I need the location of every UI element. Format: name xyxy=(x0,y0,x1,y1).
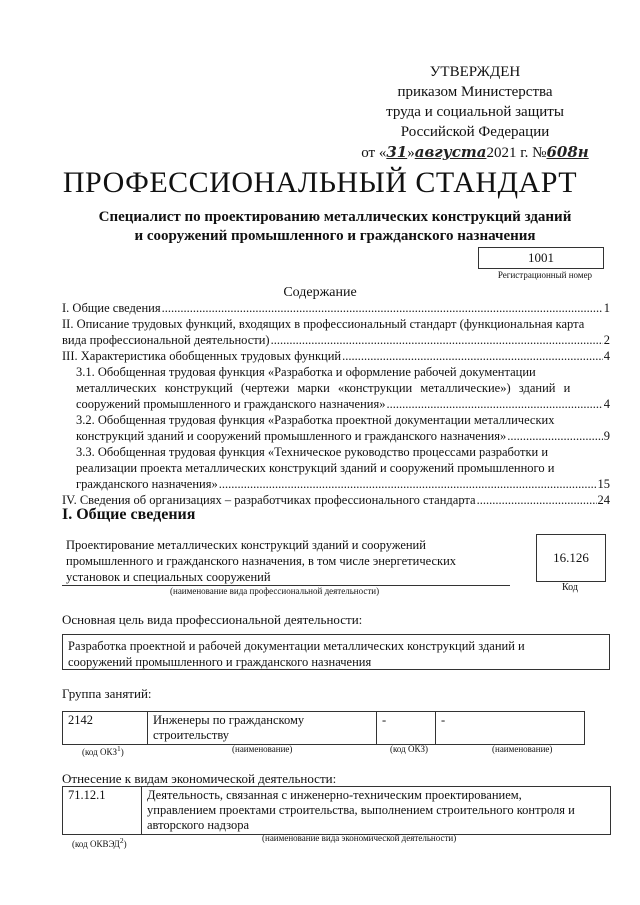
table-row xyxy=(63,787,611,835)
order-year: 2021 г. № xyxy=(486,145,547,161)
toc-entry-iv[interactable]: IV. Сведения об организациях – разработчиках профессионального стандарта ..... 24 xyxy=(62,492,610,508)
okz-code-2: - xyxy=(377,712,436,745)
goal-box: Разработка проектной и рабочей документации металлических конструкций зданий и сооружений промышленного и гражданского назначения xyxy=(62,634,610,670)
toc-entry-ii[interactable]: II. Описание трудовых функций, входящих в профессиональный стандарт (функциональная карта xyxy=(62,317,585,331)
okz-code-2-caption: (код ОКЗ) xyxy=(390,744,428,754)
okved-description-caption: (наименование вида экономической деятельности) xyxy=(262,833,457,843)
approval-line: приказом Министерства xyxy=(397,84,553,100)
document-title: ПРОФЕССИОНАЛЬНЫЙ СТАНДАРТ xyxy=(62,166,578,199)
okved-description: Деятельность, связанная с инженерно-техническим проектированием, управлением проектами строительства, выполнением строительного контроля и авторского надзора xyxy=(142,787,611,835)
table-row xyxy=(63,712,585,745)
toc-entry-ii-end[interactable]: вида профессиональной деятельности) ..... 2 xyxy=(62,332,610,348)
document-subtitle xyxy=(60,208,610,246)
occupation-group-table xyxy=(62,711,585,745)
activity-code-caption: Код xyxy=(562,582,578,593)
subtitle-line: Специалист по проектированию металлических конструкций зданий xyxy=(98,209,572,225)
toc-entry-3-2[interactable]: 3.2. Обобщенная трудовая функция «Разработка проектной документации металлических конструкций зданий и сооружений промышленного и гражданского назначения» ..... 9 xyxy=(62,412,610,444)
approval-block xyxy=(350,62,600,163)
registration-label: Регистрационный номер xyxy=(497,270,593,280)
okz-name-2-caption: (наименование) xyxy=(492,744,553,754)
okved-code-caption: (код ОКВЭД$^2$) xyxy=(72,836,127,849)
order-date-line xyxy=(350,142,600,163)
okz-code: 2142 xyxy=(63,712,148,745)
goal-label: Основная цель вида профессиональной деятельности: xyxy=(62,612,363,627)
order-prefix: от « xyxy=(361,145,387,161)
activity-code: 16.126 xyxy=(536,534,606,582)
toc-entry-3-1[interactable]: 3.1. Обобщенная трудовая функция «Разработка и оформление рабочей документации металлических конструкций (чертежи марки «конструкции металлические») зданий и сооружений промышленного и гражданского назначения» ..... 4 xyxy=(62,364,610,412)
approval-line: Российской Федерации xyxy=(400,124,550,140)
okved-code: 71.12.1 xyxy=(63,787,142,835)
approval-heading: УТВЕРЖДЕН xyxy=(429,64,521,80)
okz-name-caption: (наименование) xyxy=(232,744,293,754)
toc-entry-3-3[interactable]: 3.3. Обобщенная трудовая функция «Техническое руководство процессами разработки и реализации проекта металлических конструкций зданий и сооружений промышленного и гражданского назначения» ..... 15 xyxy=(62,444,610,492)
okz-code-caption: (код ОКЗ$^1$) xyxy=(82,744,124,757)
occupation-group-label: Группа занятий: xyxy=(62,686,152,701)
approval-line: труда и социальной защиты xyxy=(386,104,564,120)
activity-kind: Проектирование металлических конструкций зданий и сооружений промышленного и гражданского назначения, в том числе энергетических установок и специальных сооружений xyxy=(66,538,457,584)
activity-kind-caption: (наименование вида профессиональной деятельности) xyxy=(170,586,380,596)
order-month: августа xyxy=(414,143,487,161)
order-day: 31 xyxy=(386,143,408,161)
okz-name: Инженеры по гражданскому строительству xyxy=(148,712,377,745)
registration-number: 1001 xyxy=(478,247,604,269)
toc-entry-iii[interactable]: III. Характеристика обобщенных трудовых функций ..... 4 xyxy=(62,348,610,364)
subtitle-line: и сооружений промышленного и гражданского назначения xyxy=(134,228,536,244)
order-number: 608н xyxy=(546,143,589,161)
table-of-contents xyxy=(62,300,610,508)
toc-entry-i[interactable]: I. Общие сведения ..... 1 xyxy=(62,300,610,316)
economic-activity-label: Отнесение к видам экономической деятельности: xyxy=(62,771,337,786)
order-mid: » xyxy=(407,145,415,161)
okz-name-2: - xyxy=(436,712,585,745)
toc-title: Содержание xyxy=(283,285,357,300)
section-heading: I. Общие сведения xyxy=(62,506,196,523)
economic-activity-table xyxy=(62,786,611,835)
